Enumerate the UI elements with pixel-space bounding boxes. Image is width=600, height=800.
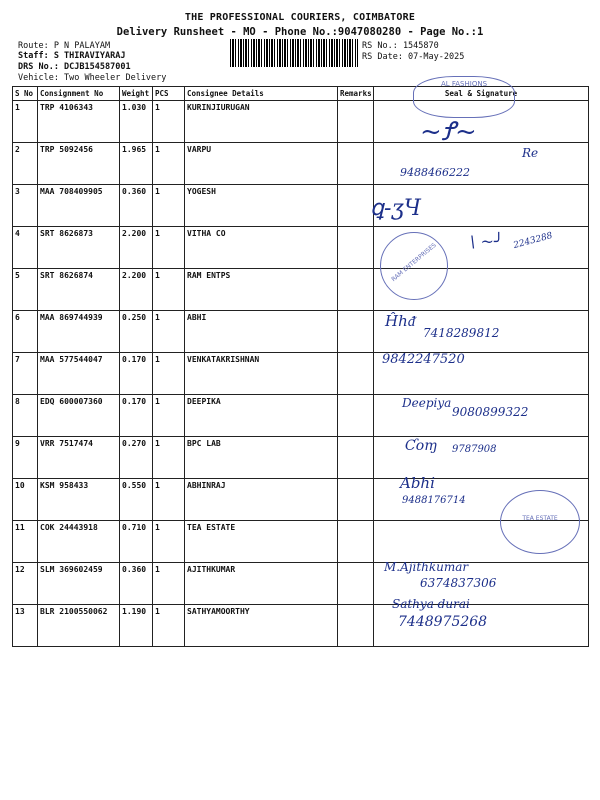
cell-remarks <box>338 605 374 647</box>
cell-pcs: 1 <box>153 605 185 647</box>
cell-consignee: VENKATAKRISHNAN <box>185 353 338 395</box>
signature-phone: 6374837306 <box>420 576 497 590</box>
cell-weight: 0.170 <box>120 353 153 395</box>
cell-sno: 13 <box>13 605 38 647</box>
column-header: Remarks <box>338 87 374 101</box>
cell-remarks <box>338 479 374 521</box>
cell-sno: 12 <box>13 563 38 605</box>
cell-weight: 0.270 <box>120 437 153 479</box>
cell-remarks <box>338 101 374 143</box>
cell-sno: 7 <box>13 353 38 395</box>
rs-date: RS Date: 07-May-2025 <box>362 52 465 62</box>
table-row <box>13 563 589 605</box>
vehicle-label: Vehicle: Two Wheeler Delivery <box>18 73 167 83</box>
cell-consignment: EDQ 600007360 <box>38 395 120 437</box>
cell-pcs: 1 <box>153 311 185 353</box>
cell-consignee: ABHINRAJ <box>185 479 338 521</box>
cell-consignment: KSM 958433 <box>38 479 120 521</box>
cell-weight: 2.200 <box>120 269 153 311</box>
cell-pcs: 1 <box>153 437 185 479</box>
signature-scribble: Ƈoɱ <box>405 438 438 454</box>
cell-consignment: MAA 577544047 <box>38 353 120 395</box>
signature-phone: 7418289812 <box>423 326 500 340</box>
cell-weight: 0.170 <box>120 395 153 437</box>
cell-pcs: 1 <box>153 353 185 395</box>
cell-consignment: MAA 708409905 <box>38 185 120 227</box>
staff-label: Staff: S THIRAVIYARAJ <box>18 51 126 61</box>
document-title: THE PROFESSIONAL COURIERS, COIMBATORE <box>184 12 416 23</box>
cell-sno: 2 <box>13 143 38 185</box>
tea-estate-stamp: TEA ESTATE <box>500 490 580 554</box>
cell-pcs: 1 <box>153 479 185 521</box>
rs-number: RS No.: 1545870 <box>362 41 439 51</box>
cell-pcs: 1 <box>153 521 185 563</box>
signature-phone: 2243288 <box>512 230 554 252</box>
column-header: Consignee Details <box>185 87 338 101</box>
table-row <box>13 311 589 353</box>
table-row <box>13 353 589 395</box>
cell-consignee: AJITHKUMAR <box>185 563 338 605</box>
barcode <box>230 39 358 67</box>
signature-phone: 9080899322 <box>452 405 529 419</box>
cell-sno: 1 <box>13 101 38 143</box>
cell-consignee: BPC LAB <box>185 437 338 479</box>
cell-pcs: 1 <box>153 269 185 311</box>
cell-weight: 0.360 <box>120 185 153 227</box>
cell-consignee: SATHYAMOORTHY <box>185 605 338 647</box>
runsheet-table <box>12 86 589 647</box>
cell-remarks <box>338 437 374 479</box>
signature-scribble: ~Ꝭ~ <box>420 117 477 147</box>
cell-remarks <box>338 563 374 605</box>
cell-sno: 5 <box>13 269 38 311</box>
column-header: Weight <box>120 87 153 101</box>
cell-sno: 11 <box>13 521 38 563</box>
signature-name: Sathya durai <box>392 597 470 611</box>
table-row <box>13 269 589 311</box>
signature-scribble: Ĥhᵭ <box>385 312 416 330</box>
signature-name: Deepiya <box>402 396 452 410</box>
cell-sno: 8 <box>13 395 38 437</box>
cell-consignee: VITHA CO <box>185 227 338 269</box>
cell-remarks <box>338 143 374 185</box>
cell-consignment: BLR 2100550062 <box>38 605 120 647</box>
cell-pcs: 1 <box>153 395 185 437</box>
signature-phone: 9787908 <box>452 444 497 455</box>
cell-pcs: 1 <box>153 227 185 269</box>
column-header: S No <box>13 87 38 101</box>
cell-consignee: ABHI <box>185 311 338 353</box>
signature-scribble: \ ~╯ <box>470 232 504 251</box>
cell-consignee: TEA ESTATE <box>185 521 338 563</box>
cell-weight: 1.190 <box>120 605 153 647</box>
cell-consignment: TRP 5092456 <box>38 143 120 185</box>
signature-text: Re <box>522 146 539 160</box>
cell-pcs: 1 <box>153 185 185 227</box>
signature-phone: 9488466222 <box>400 166 470 179</box>
column-header: PCS <box>153 87 185 101</box>
table-row <box>13 185 589 227</box>
cell-remarks <box>338 227 374 269</box>
signature-phone: 9488176714 <box>402 495 466 506</box>
signature-phone: 9842247520 <box>382 352 465 367</box>
cell-remarks <box>338 521 374 563</box>
cell-pcs: 1 <box>153 563 185 605</box>
signature-name: M.Ajithkumar <box>384 560 469 574</box>
column-header: Seal & Signature <box>374 87 589 101</box>
cell-sno: 6 <box>13 311 38 353</box>
cell-consignment: MAA 869744939 <box>38 311 120 353</box>
cell-consignment: VRR 7517474 <box>38 437 120 479</box>
cell-remarks <box>338 395 374 437</box>
cell-weight: 0.360 <box>120 563 153 605</box>
table-row <box>13 143 589 185</box>
cell-remarks <box>338 353 374 395</box>
cell-sno: 9 <box>13 437 38 479</box>
cell-consignment: SRT 8626873 <box>38 227 120 269</box>
table-row <box>13 605 589 647</box>
cell-consignee: KURINJIURUGAN <box>185 101 338 143</box>
column-header: Consignment No <box>38 87 120 101</box>
document-subtitle: Delivery Runsheet - MO - Phone No.:9047080280 - Page No.:1 <box>116 26 484 38</box>
cell-consignment: SLM 369602459 <box>38 563 120 605</box>
cell-consignee: DEEPIKA <box>185 395 338 437</box>
cell-weight: 1.030 <box>120 101 153 143</box>
drs-label: DRS No.: DCJB154587001 <box>18 62 131 72</box>
cell-consignee: VARPU <box>185 143 338 185</box>
cell-consignment: COK 24443918 <box>38 521 120 563</box>
signature-phone: 7448975268 <box>398 614 488 630</box>
fashions-stamp: AL FASHIONS <box>413 76 515 118</box>
cell-weight: 2.200 <box>120 227 153 269</box>
route-label: Route: P N PALAYAM <box>18 41 111 51</box>
cell-remarks <box>338 185 374 227</box>
cell-weight: 0.250 <box>120 311 153 353</box>
cell-consignee: RAM ENTPS <box>185 269 338 311</box>
cell-pcs: 1 <box>153 143 185 185</box>
signature-name: Abhi <box>400 474 435 492</box>
cell-consignment: SRT 8626874 <box>38 269 120 311</box>
cell-weight: 1.965 <box>120 143 153 185</box>
cell-pcs: 1 <box>153 101 185 143</box>
ram-enterprises-stamp: RAM ENTERPRISES <box>380 232 448 300</box>
cell-sno: 4 <box>13 227 38 269</box>
cell-weight: 0.550 <box>120 479 153 521</box>
cell-sno: 3 <box>13 185 38 227</box>
cell-sno: 10 <box>13 479 38 521</box>
signature-scribble: ꝗ-ʒЧ <box>370 196 421 221</box>
cell-consignment: TRP 4106343 <box>38 101 120 143</box>
table-row <box>13 437 589 479</box>
cell-remarks <box>338 269 374 311</box>
cell-consignee: YOGESH <box>185 185 338 227</box>
cell-weight: 0.710 <box>120 521 153 563</box>
cell-remarks <box>338 311 374 353</box>
